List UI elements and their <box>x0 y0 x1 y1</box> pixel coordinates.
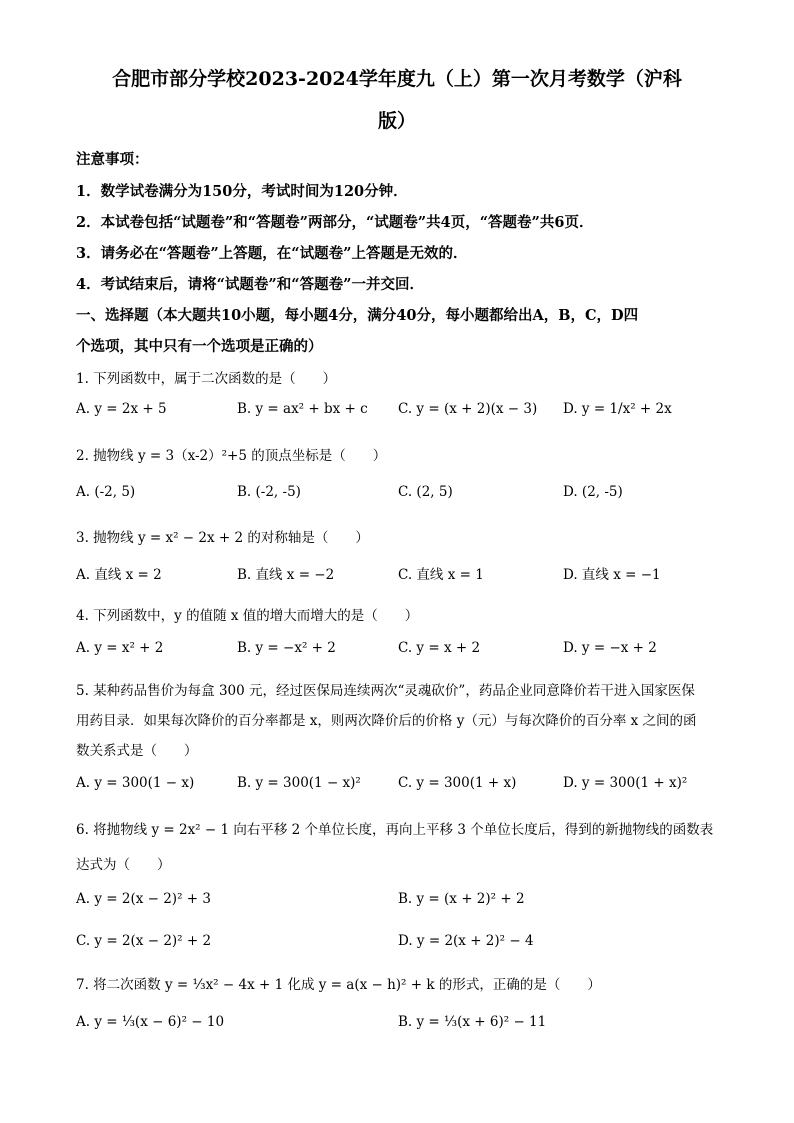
question-3-option-b: B. 直线 x = −2 <box>237 567 335 583</box>
question-4-option-b: B. y = −x² + 2 <box>237 640 336 656</box>
section1-heading: 一、选择题（本大题共10小题，每小题4分，满分40分，每小题都给出A，B，C，D四 <box>76 307 639 324</box>
question-3-option-a: A. 直线 x = 2 <box>76 567 162 583</box>
notice-item: 4．考试结束后，请将“试题卷”和“答题卷”一并交回． <box>76 276 424 293</box>
question-4-stem: 4. 下列函数中，y 的值随 x 值的增大而增大的是（ ） <box>76 608 419 624</box>
question-5-option-b: B. y = 300(1 − x)² <box>237 775 361 791</box>
question-1-option-b: B. y = ax² + bx + c <box>237 401 368 417</box>
question-3-stem: 3. 抛物线 y = x² − 2x + 2 的对称轴是（ ） <box>76 530 369 546</box>
question-5-option-d: D. y = 300(1 + x)² <box>563 775 688 791</box>
question-2-option-b: B. (-2, -5) <box>237 484 301 500</box>
question-4-option-c: C. y = x + 2 <box>398 640 481 656</box>
question-2-option-c: C. (2, 5) <box>398 484 453 500</box>
question-7-stem: 7. 将二次函数 y = ⅓x² − 4x + 1 化成 y = a(x − h)² + k 的形式，正确的是（ ） <box>76 977 601 993</box>
notice-item: 2．本试卷包括“试题卷”和“答题卷”两部分，“试题卷”共4页，“答题卷”共6页． <box>76 214 594 231</box>
question-5-stem-cont: 数关系式是（ ） <box>76 743 198 759</box>
question-6-option-c: C. y = 2(x − 2)² + 2 <box>76 933 212 949</box>
question-6-option-a: A. y = 2(x − 2)² + 3 <box>76 891 211 907</box>
question-5-option-c: C. y = 300(1 + x) <box>398 775 517 791</box>
notice-item: 1．数学试卷满分为150分，考试时间为120分钟． <box>76 183 408 200</box>
question-1-option-a: A. y = 2x + 5 <box>76 401 167 417</box>
question-6-option-d: D. y = 2(x + 2)² − 4 <box>398 933 534 949</box>
question-2-option-a: A. (-2, 5) <box>76 484 136 500</box>
exam-title-line2: 版） <box>377 110 416 132</box>
question-7-option-a: A. y = ⅓(x − 6)² − 10 <box>76 1014 225 1030</box>
question-6-stem: 6. 将抛物线 y = 2x² − 1 向右平移 2 个单位长度，再向上平移 3 个单位长度后，得到的新抛物线的函数表 <box>76 822 714 838</box>
notice-heading: 注意事项： <box>76 151 149 168</box>
notice-item: 3．请务必在“答题卷”上答题，在“试题卷”上答题是无效的． <box>76 245 468 262</box>
question-1-stem: 1. 下列函数中，属于二次函数的是（ ） <box>76 371 337 387</box>
question-4-option-d: D. y = −x + 2 <box>563 640 657 656</box>
question-6-option-b: B. y = (x + 2)² + 2 <box>398 891 525 907</box>
question-5-stem-cont: 用药目录．如果每次降价的百分率都是 x，则两次降价后的价格 y（元）与每次降价的百分率 x 之间的函 <box>76 713 697 729</box>
question-4-option-a: A. y = x² + 2 <box>76 640 164 656</box>
question-3-option-d: D. 直线 x = −1 <box>563 567 661 583</box>
question-6-stem-cont: 达式为（ ） <box>76 857 171 873</box>
question-1-option-d: D. y = 1/x² + 2x <box>563 401 672 417</box>
question-3-option-c: C. 直线 x = 1 <box>398 567 484 583</box>
question-2-stem: 2. 抛物线 y = 3（x-2）²+5 的顶点坐标是（ ） <box>76 448 387 464</box>
section1-heading-cont: 个选项，其中只有一个选项是正确的） <box>76 338 323 355</box>
question-1-option-c: C. y = (x + 2)(x − 3) <box>398 401 538 417</box>
question-7-option-b: B. y = ⅓(x + 6)² − 11 <box>398 1014 547 1030</box>
question-2-option-d: D. (2, -5) <box>563 484 623 500</box>
question-5-option-a: A. y = 300(1 − x) <box>76 775 195 791</box>
exam-title-line1: 合肥市部分学校2023-2024学年度九（上）第一次月考数学（沪科 <box>112 68 682 90</box>
question-5-stem: 5. 某种药品售价为每盒 300 元，经过医保局连续两次“灵魂砍价”，药品企业同意降价若干进入国家医保 <box>76 683 695 699</box>
